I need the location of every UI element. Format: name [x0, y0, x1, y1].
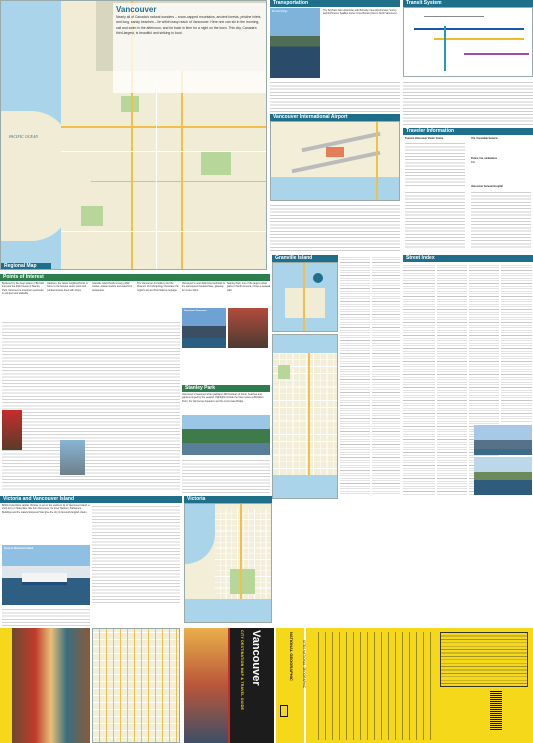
poi-col-4: The Vancouver Art Gallery and the Museum of Anthropology showcase the region's art and First Nations heritage. [137, 282, 179, 292]
airport-map-river [271, 177, 400, 201]
ferry-ship [22, 573, 67, 585]
police-value: 911 [471, 161, 475, 164]
cover-series: CITY DESTINATION MAP & TRAVEL GUIDE [240, 630, 244, 711]
poi-photo-building [60, 440, 85, 475]
victoria-map-harbour [185, 504, 215, 564]
victoria-island-header: Victoria and Vancouver Island [0, 496, 182, 503]
granville-map[interactable] [272, 262, 338, 332]
airport-map[interactable] [270, 121, 400, 201]
bridge-photo [270, 8, 320, 78]
cover-title: Vancouver [250, 630, 262, 686]
regional-map-highway-2 [61, 126, 267, 128]
cover-small-map [92, 628, 180, 743]
regional-map-island [1, 111, 71, 241]
poi-col-6: Stanley Park, one of the largest urban parks in North America, circles a seawall path. [227, 282, 270, 292]
travel-info-lines [471, 190, 531, 250]
regional-map[interactable] [0, 0, 267, 270]
poi-header: Points of Interest [0, 274, 270, 281]
hospital-label: Vancouver General Hospital [471, 185, 503, 188]
airport-map-terminal [326, 147, 344, 157]
bridge-label: Burrard Bridge [272, 10, 288, 13]
transit-line-seabus [424, 16, 484, 17]
cover-photo [184, 628, 228, 743]
regional-map-road-3 [61, 231, 267, 232]
victoria-map-header: Victoria [184, 496, 272, 503]
downtown-map-park [278, 365, 290, 379]
granville-island-land [285, 288, 325, 318]
cover-back-strip: SITES NATIONAL GEOGRAPHIC [302, 640, 306, 689]
street-index-header: Street Index [403, 255, 533, 262]
ferry-photo [2, 545, 90, 605]
poi-text-lines [2, 320, 180, 490]
harbour-photo [474, 457, 532, 495]
downtown-map-water [273, 335, 338, 353]
poi-col-1: Bordered by the deep waters of Burrard Inlet and the thick forests of Stanley Park, Vancouver's downtown peninsula is compact and walkable. [2, 282, 44, 295]
travel-info-lines-2 [405, 190, 465, 250]
street-index-col-2 [372, 255, 400, 495]
stanley-park-body: Vancouver's treasured urban parkland: 400 hectares of forest, beaches and gardens ringed by the seawall. Highlights include the totem poles at Brockton Point, the Vancouver Aquarium and the Lions Gate Bridge. [182, 393, 264, 403]
regional-map-label: Regional Map [1, 263, 51, 270]
regional-map-road [61, 151, 267, 152]
downtown-map-water-2 [273, 475, 338, 499]
transportation-notes [270, 80, 400, 112]
cover-brand: NATIONAL GEOGRAPHIC [289, 632, 294, 681]
stanley-park-lines [182, 458, 270, 493]
regional-map-highway-4 [91, 181, 267, 182]
cover-brand-logo [280, 705, 288, 717]
transportation-body: The SkyTrain links downtown with Burnaby, New Westminster, Surrey and Richmond. SeaBus ferries cross Burrard Inlet to North Vancouver. [323, 9, 398, 16]
regional-map-ocean-label: PACIFIC OCEAN [9, 134, 38, 139]
transit-line-canada [444, 26, 446, 71]
skyline-photo [474, 425, 532, 455]
stanley-park-photo [182, 415, 270, 455]
airport-notes [270, 203, 400, 253]
police-label: Police, fire, ambulance [471, 157, 497, 160]
regional-map-road-2 [156, 81, 157, 270]
street-index-col-3 [403, 263, 435, 495]
ferry-caption: Ferry to Vancouver Island [4, 547, 34, 550]
downtown-map[interactable] [272, 334, 338, 499]
transportation-header: Transportation [270, 0, 400, 7]
regional-map-park-3 [81, 206, 103, 226]
cover-totem-photo [12, 628, 90, 743]
consulate-label: U.S. Consulate General [471, 137, 498, 140]
cover-small-map-grid [93, 629, 180, 743]
regional-map-park [121, 96, 139, 112]
transit-map[interactable] [403, 7, 533, 77]
victoria-map-strait [185, 599, 272, 623]
granville-header: Granville Island [272, 255, 338, 262]
gastown-photo [228, 308, 268, 348]
transit-line-expo [414, 28, 524, 30]
victoria-text-lines-2 [2, 607, 90, 627]
victoria-map-beacon-hill [230, 569, 255, 594]
airport-header: Vancouver International Airport [270, 114, 400, 121]
granville-marker [313, 273, 323, 283]
intro-body: Nearly all of Canada's natural wonders – snow-capped mountains, ancient forests, pristine inlets, and long, sandy beaches – lie within easy reach of Vancouver. Here one can ski in the morning, sail and swim in the afternoon, and be back in time for a night on the town. This city, Canada's third-largest, is beautiful and striking to boot. [116, 15, 262, 36]
street-index-col-1 [340, 255, 370, 495]
intro-title: Vancouver [116, 5, 157, 14]
regional-map-highway-3 [181, 71, 183, 270]
tourism-label: Tourism Vancouver Visitor Centre [405, 137, 444, 140]
street-index-col-6 [501, 263, 532, 423]
travel-info-panel [403, 135, 533, 253]
poi-photo-totem [2, 410, 22, 450]
downtown-map-main-road [308, 353, 310, 475]
poi-col-3: Granville Island holds a lively public market, artisan studios and waterfront restaurants. [92, 282, 132, 292]
cover-back-lines [312, 632, 432, 740]
poi-col-2: Gastown, the oldest neighbourhood, is home to the famous steam clock and cobbled streets lined with shops. [47, 282, 88, 292]
poi-col-5: Vancouver's most distinctive landmark is the sail-topped Canada Place, gateway for cruise ships. [182, 282, 225, 292]
granville-bridge [303, 263, 305, 332]
stanley-park-header: Stanley Park [182, 385, 270, 392]
airport-map-road [376, 122, 378, 201]
victoria-map[interactable] [184, 503, 272, 623]
cover-side-strip [0, 628, 12, 743]
cover-back-info-box [440, 632, 528, 687]
transit-line-westcoast [464, 53, 529, 55]
street-index-col-4 [437, 263, 467, 495]
downtown-label: Downtown Vancouver [184, 310, 207, 312]
transit-notes [403, 80, 533, 125]
transit-header: Transit System [403, 0, 533, 7]
victoria-island-body: British Columbia's capital, Victoria, is set on the southern tip of Vancouver Island, a short ferry or float-plane ride from Vancouver. Its Inner Harbour, Parliament Buildings and the stately Empress Hotel give the city its famously English charm. [2, 504, 90, 514]
regional-map-park-2 [201, 151, 231, 175]
tourism-lines [405, 141, 465, 186]
victoria-map-road [240, 504, 242, 599]
travel-info-header: Traveler Information [403, 128, 533, 135]
transit-line-millennium [434, 38, 524, 40]
victoria-text-lines [92, 504, 180, 604]
cover-back-barcode [490, 690, 502, 730]
downtown-photo [182, 308, 226, 348]
